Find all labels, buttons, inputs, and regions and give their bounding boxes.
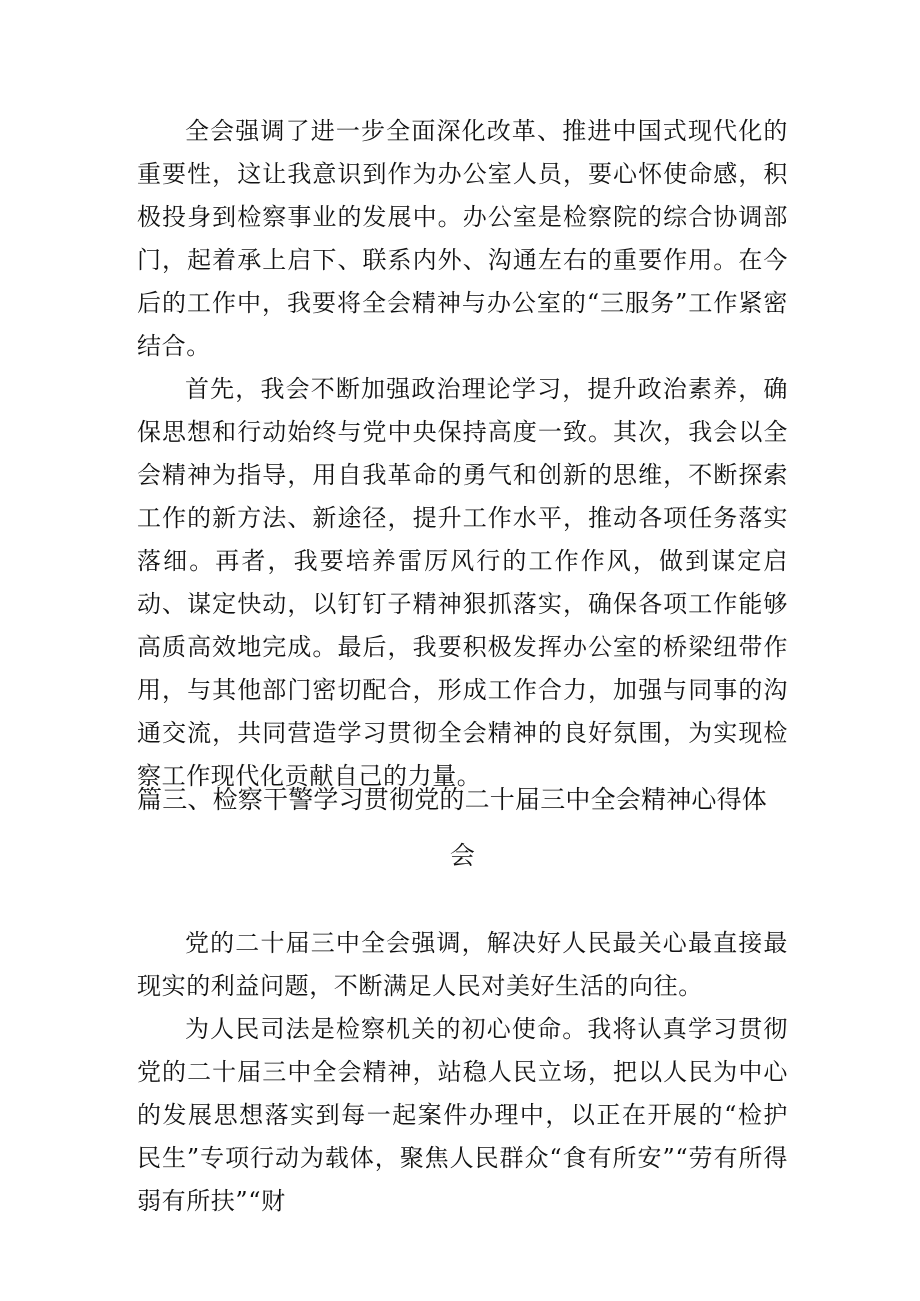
section-three-title <box>137 772 788 884</box>
body-paragraph: 全会强调了进一步全面深化改革、推进中国式现代化的重要性，这让我意识到作为办公室人员，要心怀使命感，积极投身到检察事业的发展中。办公室是检察院的综合协调部门，起着承上启下、联系内外、沟通左右的重要作用。在今后的工作中，我要将全会精神与办公室的“三服务”工作紧密结合。 <box>137 117 788 360</box>
body-paragraph: 首先，我会不断加强政治理论学习，提升政治素养，确保思想和行动始终与党中央保持高度一致。其次，我会以全会精神为指导，用自我革命的勇气和创新的思维，不断探索工作的新方法、新途径，提升工作水平，推动各项任务落实落细。再者，我要培养雷厉风行的工作作风，做到谋定启动、谋定快动，以钉钉子精神狠抓落实，确保各项工作能够高质高效地完成。最后，我要积极发挥办公室的桥梁纽带作用，与其他部门密切配合，形成工作合力，加强与同事的沟通交流，共同营造学习贯彻全会精神的良好氛围，为实现检察工作现代化贡献自己的力量。 <box>137 375 788 790</box>
section-title-line: 篇三、检察干警学习贯彻党的二十届三中全会精神心得体 <box>137 785 768 814</box>
body-paragraph: 为人民司法是检察机关的初心使命。我将认真学习贯彻党的二十届三中全会精神，站稳人民立场，把以人民为中心的发展思想落实到每一起案件办理中，以正在开展的“检护民生”专项行动为载体，聚焦人民群众“食有所安”“劳有所得弱有所扶”“财 <box>137 1015 788 1215</box>
section-two-body <box>137 110 788 798</box>
body-paragraph: 党的二十届三中全会强调，解决好人民最关心最直接最现实的利益问题，不断满足人民对美好生活的向往。 <box>137 929 788 1000</box>
section-three-body <box>137 922 788 1223</box>
section-title-line: 会 <box>449 841 476 870</box>
